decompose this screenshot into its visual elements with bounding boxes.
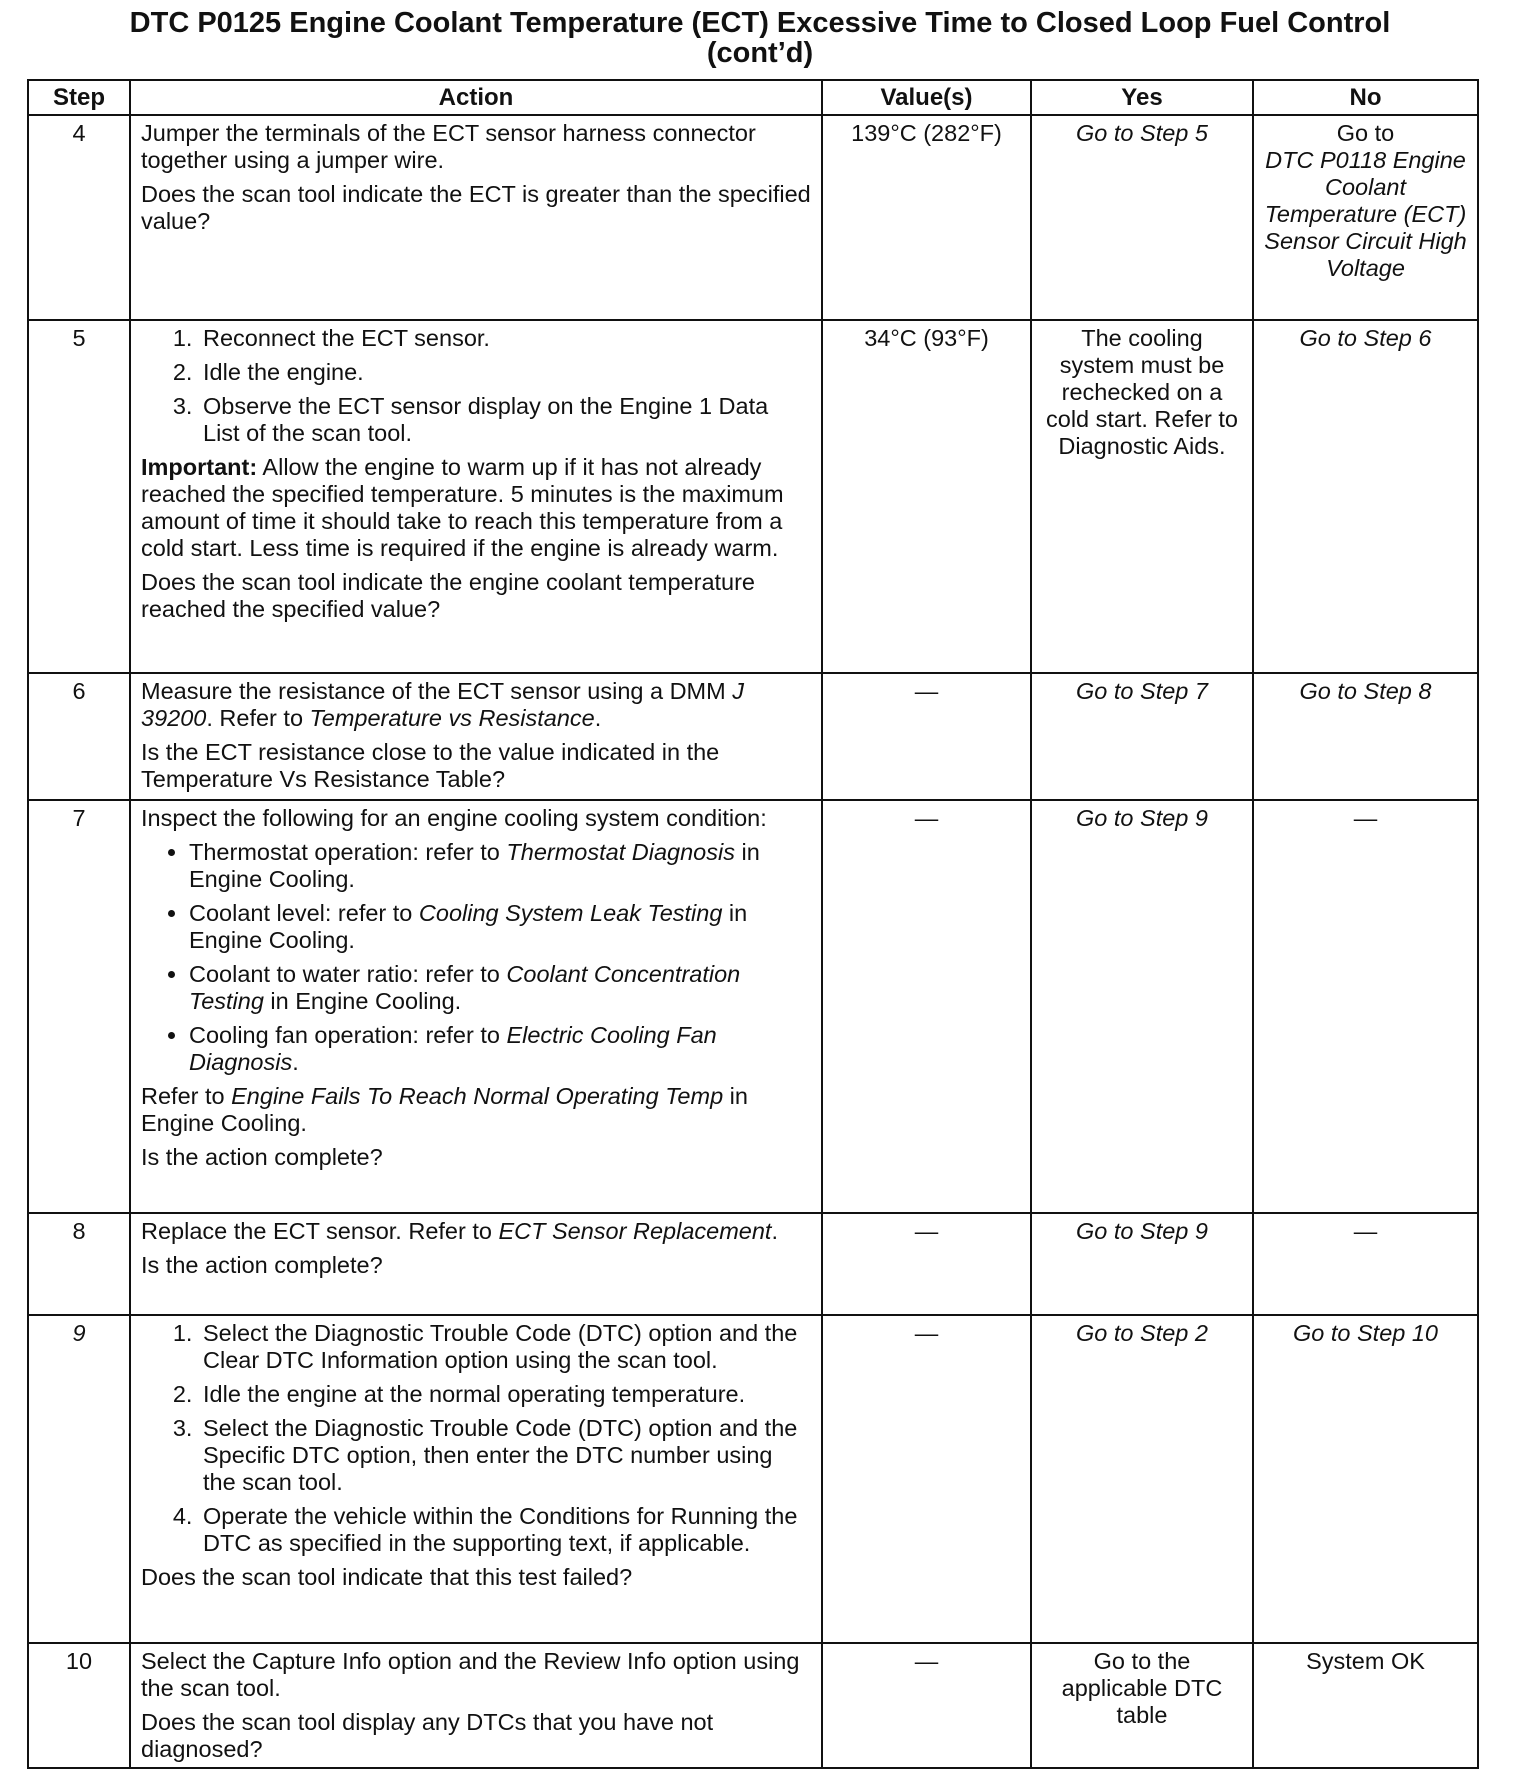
no-cell: Go to Step 6 (1253, 320, 1478, 673)
yes-cell: Go to Step 5 (1031, 115, 1253, 320)
list-item (189, 961, 811, 1015)
header-row (28, 80, 1478, 115)
important-label: Important: (141, 454, 258, 480)
action-cell (130, 115, 822, 320)
step-number: 7 (28, 800, 130, 1213)
action-question: Is the action complete? (141, 1144, 383, 1170)
bullet-text: in Engine Cooling. (189, 900, 748, 953)
action-text-part: . Refer to (206, 705, 310, 731)
table-row-step-4 (28, 115, 1478, 320)
value-cell: — (822, 673, 1031, 800)
list-item: 4. Operate the vehicle within the Conditions for Running the DTC as specified in the supporting text, if applicable. (199, 1503, 811, 1557)
action-cell (130, 320, 822, 673)
table-row-step-9 (28, 1315, 1478, 1643)
action-question: Is the action complete? (141, 1252, 383, 1278)
action-text-part: in Engine Cooling. (141, 1083, 748, 1136)
value-cell: 34°C (93°F) (822, 320, 1031, 673)
title-line-1: DTC P0125 Engine Coolant Temperature (ECT) Excessive Time to Closed Loop Fuel Control (129, 7, 1391, 39)
page-title (20, 8, 1500, 68)
action-text (141, 1083, 811, 1137)
action-text-part: Refer to (141, 1083, 232, 1109)
step-number: 4 (28, 115, 130, 320)
bullet-list (141, 839, 811, 1076)
doc-reference: Temperature vs Resistance (309, 705, 595, 731)
action-text (141, 1218, 811, 1245)
value-cell: — (822, 1315, 1031, 1643)
bullet-text: Coolant level: refer to (189, 900, 419, 926)
bullet-text: in Engine Cooling. (189, 839, 760, 892)
action-cell (130, 1643, 822, 1768)
action-text-part: Measure the resistance of the ECT sensor using a DMM (141, 678, 733, 704)
value-cell: — (822, 800, 1031, 1213)
no-cell (1253, 115, 1478, 320)
step-number: 9 (28, 1315, 130, 1643)
action-cell (130, 673, 822, 800)
step-number: 5 (28, 320, 130, 673)
bullet-text: . (292, 1049, 299, 1075)
diagnostic-table (27, 79, 1479, 1769)
important-text: Allow the engine to warm up if it has not already reached the specified temperature. 5 minutes is the maximum amount of time it should take to reach this temperature from a cold start. Less time is required if the engine is already warm. (141, 454, 784, 561)
no-cell: — (1253, 1213, 1478, 1315)
table-row-step-6 (28, 673, 1478, 800)
doc-reference: Coolant Concentration Testing (189, 961, 741, 1014)
table-row-step-5 (28, 320, 1478, 673)
table-row-step-8 (28, 1213, 1478, 1315)
list-item (189, 1022, 811, 1076)
header-values: Value(s) (822, 80, 1031, 115)
action-text: Inspect the following for an engine cooling system condition: (141, 805, 767, 831)
yes-cell: The cooling system must be rechecked on a cold start. Refer to Diagnostic Aids. (1031, 320, 1253, 673)
yes-cell: Go to Step 7 (1031, 673, 1253, 800)
numbered-list (141, 325, 811, 447)
no-goto-label: Go to (1336, 120, 1395, 146)
tool-reference: J 39200 (141, 678, 744, 731)
header-step: Step (28, 80, 130, 115)
list-item: 2. Idle the engine at the normal operating temperature. (199, 1381, 811, 1408)
yes-cell: Go to Step 2 (1031, 1315, 1253, 1643)
action-question: Does the scan tool indicate the engine coolant temperature reached the specified value? (141, 569, 756, 622)
action-text: Jumper the terminals of the ECT sensor harness connector together using a jumper wire. (141, 120, 756, 173)
list-item: 1. Reconnect the ECT sensor. (199, 325, 811, 352)
yes-cell: Go to Step 9 (1031, 800, 1253, 1213)
no-cell: Go to Step 10 (1253, 1315, 1478, 1643)
list-item: 2. Idle the engine. (199, 359, 811, 386)
action-question: Is the ECT resistance close to the value indicated in the Temperature Vs Resistance Table? (141, 739, 720, 792)
important-note (141, 454, 811, 562)
value-cell: — (822, 1643, 1031, 1768)
list-item (189, 900, 811, 954)
action-question: Does the scan tool display any DTCs that you have not diagnosed? (141, 1709, 714, 1762)
list-item: 3. Select the Diagnostic Trouble Code (DTC) option and the Specific DTC option, then enter the DTC number using the scan tool. (199, 1415, 811, 1496)
doc-reference: Engine Fails To Reach Normal Operating Temp (231, 1083, 724, 1109)
header-no: No (1253, 80, 1478, 115)
action-question: Does the scan tool indicate that this test failed? (141, 1564, 633, 1590)
no-goto-target: DTC P0118 Engine Coolant Temperature (ECT) Sensor Circuit High Voltage (1264, 147, 1467, 281)
action-text-part: Replace the ECT sensor. Refer to (141, 1218, 499, 1244)
bullet-text: Coolant to water ratio: refer to (189, 961, 507, 987)
action-text: Select the Capture Info option and the Review Info option using the scan tool. (141, 1648, 800, 1701)
table-row-step-10 (28, 1643, 1478, 1768)
value-cell: 139°C (282°F) (822, 115, 1031, 320)
no-cell: — (1253, 800, 1478, 1213)
value-cell: — (822, 1213, 1031, 1315)
no-cell: System OK (1253, 1643, 1478, 1768)
header-action: Action (130, 80, 822, 115)
action-cell (130, 1315, 822, 1643)
action-cell (130, 1213, 822, 1315)
title-line-2: (cont’d) (706, 37, 814, 69)
list-item: 1. Select the Diagnostic Trouble Code (DTC) option and the Clear DTC Information option using the scan tool. (199, 1320, 811, 1374)
doc-reference: ECT Sensor Replacement (498, 1218, 772, 1244)
list-item (189, 839, 811, 893)
bullet-text: in Engine Cooling. (263, 988, 462, 1014)
action-text (141, 678, 811, 732)
doc-reference: Cooling System Leak Testing (418, 900, 723, 926)
header-yes: Yes (1031, 80, 1253, 115)
step-number: 10 (28, 1643, 130, 1768)
yes-cell: Go to the applicable DTC table (1031, 1643, 1253, 1768)
bullet-text: Thermostat operation: refer to (189, 839, 507, 865)
numbered-list (141, 1320, 811, 1557)
action-cell (130, 800, 822, 1213)
step-number: 6 (28, 673, 130, 800)
action-text-part: . (771, 1218, 778, 1244)
doc-reference: Thermostat Diagnosis (506, 839, 735, 865)
yes-cell: Go to Step 9 (1031, 1213, 1253, 1315)
action-text-part: . (594, 705, 602, 731)
no-cell: Go to Step 8 (1253, 673, 1478, 800)
table-row-step-7 (28, 800, 1478, 1213)
action-question: Does the scan tool indicate the ECT is greater than the specified value? (141, 181, 811, 234)
bullet-text: Cooling fan operation: refer to (189, 1022, 507, 1048)
list-item: 3. Observe the ECT sensor display on the Engine 1 Data List of the scan tool. (199, 393, 811, 447)
doc-reference: Electric Cooling Fan Diagnosis (189, 1022, 717, 1075)
step-number: 8 (28, 1213, 130, 1315)
